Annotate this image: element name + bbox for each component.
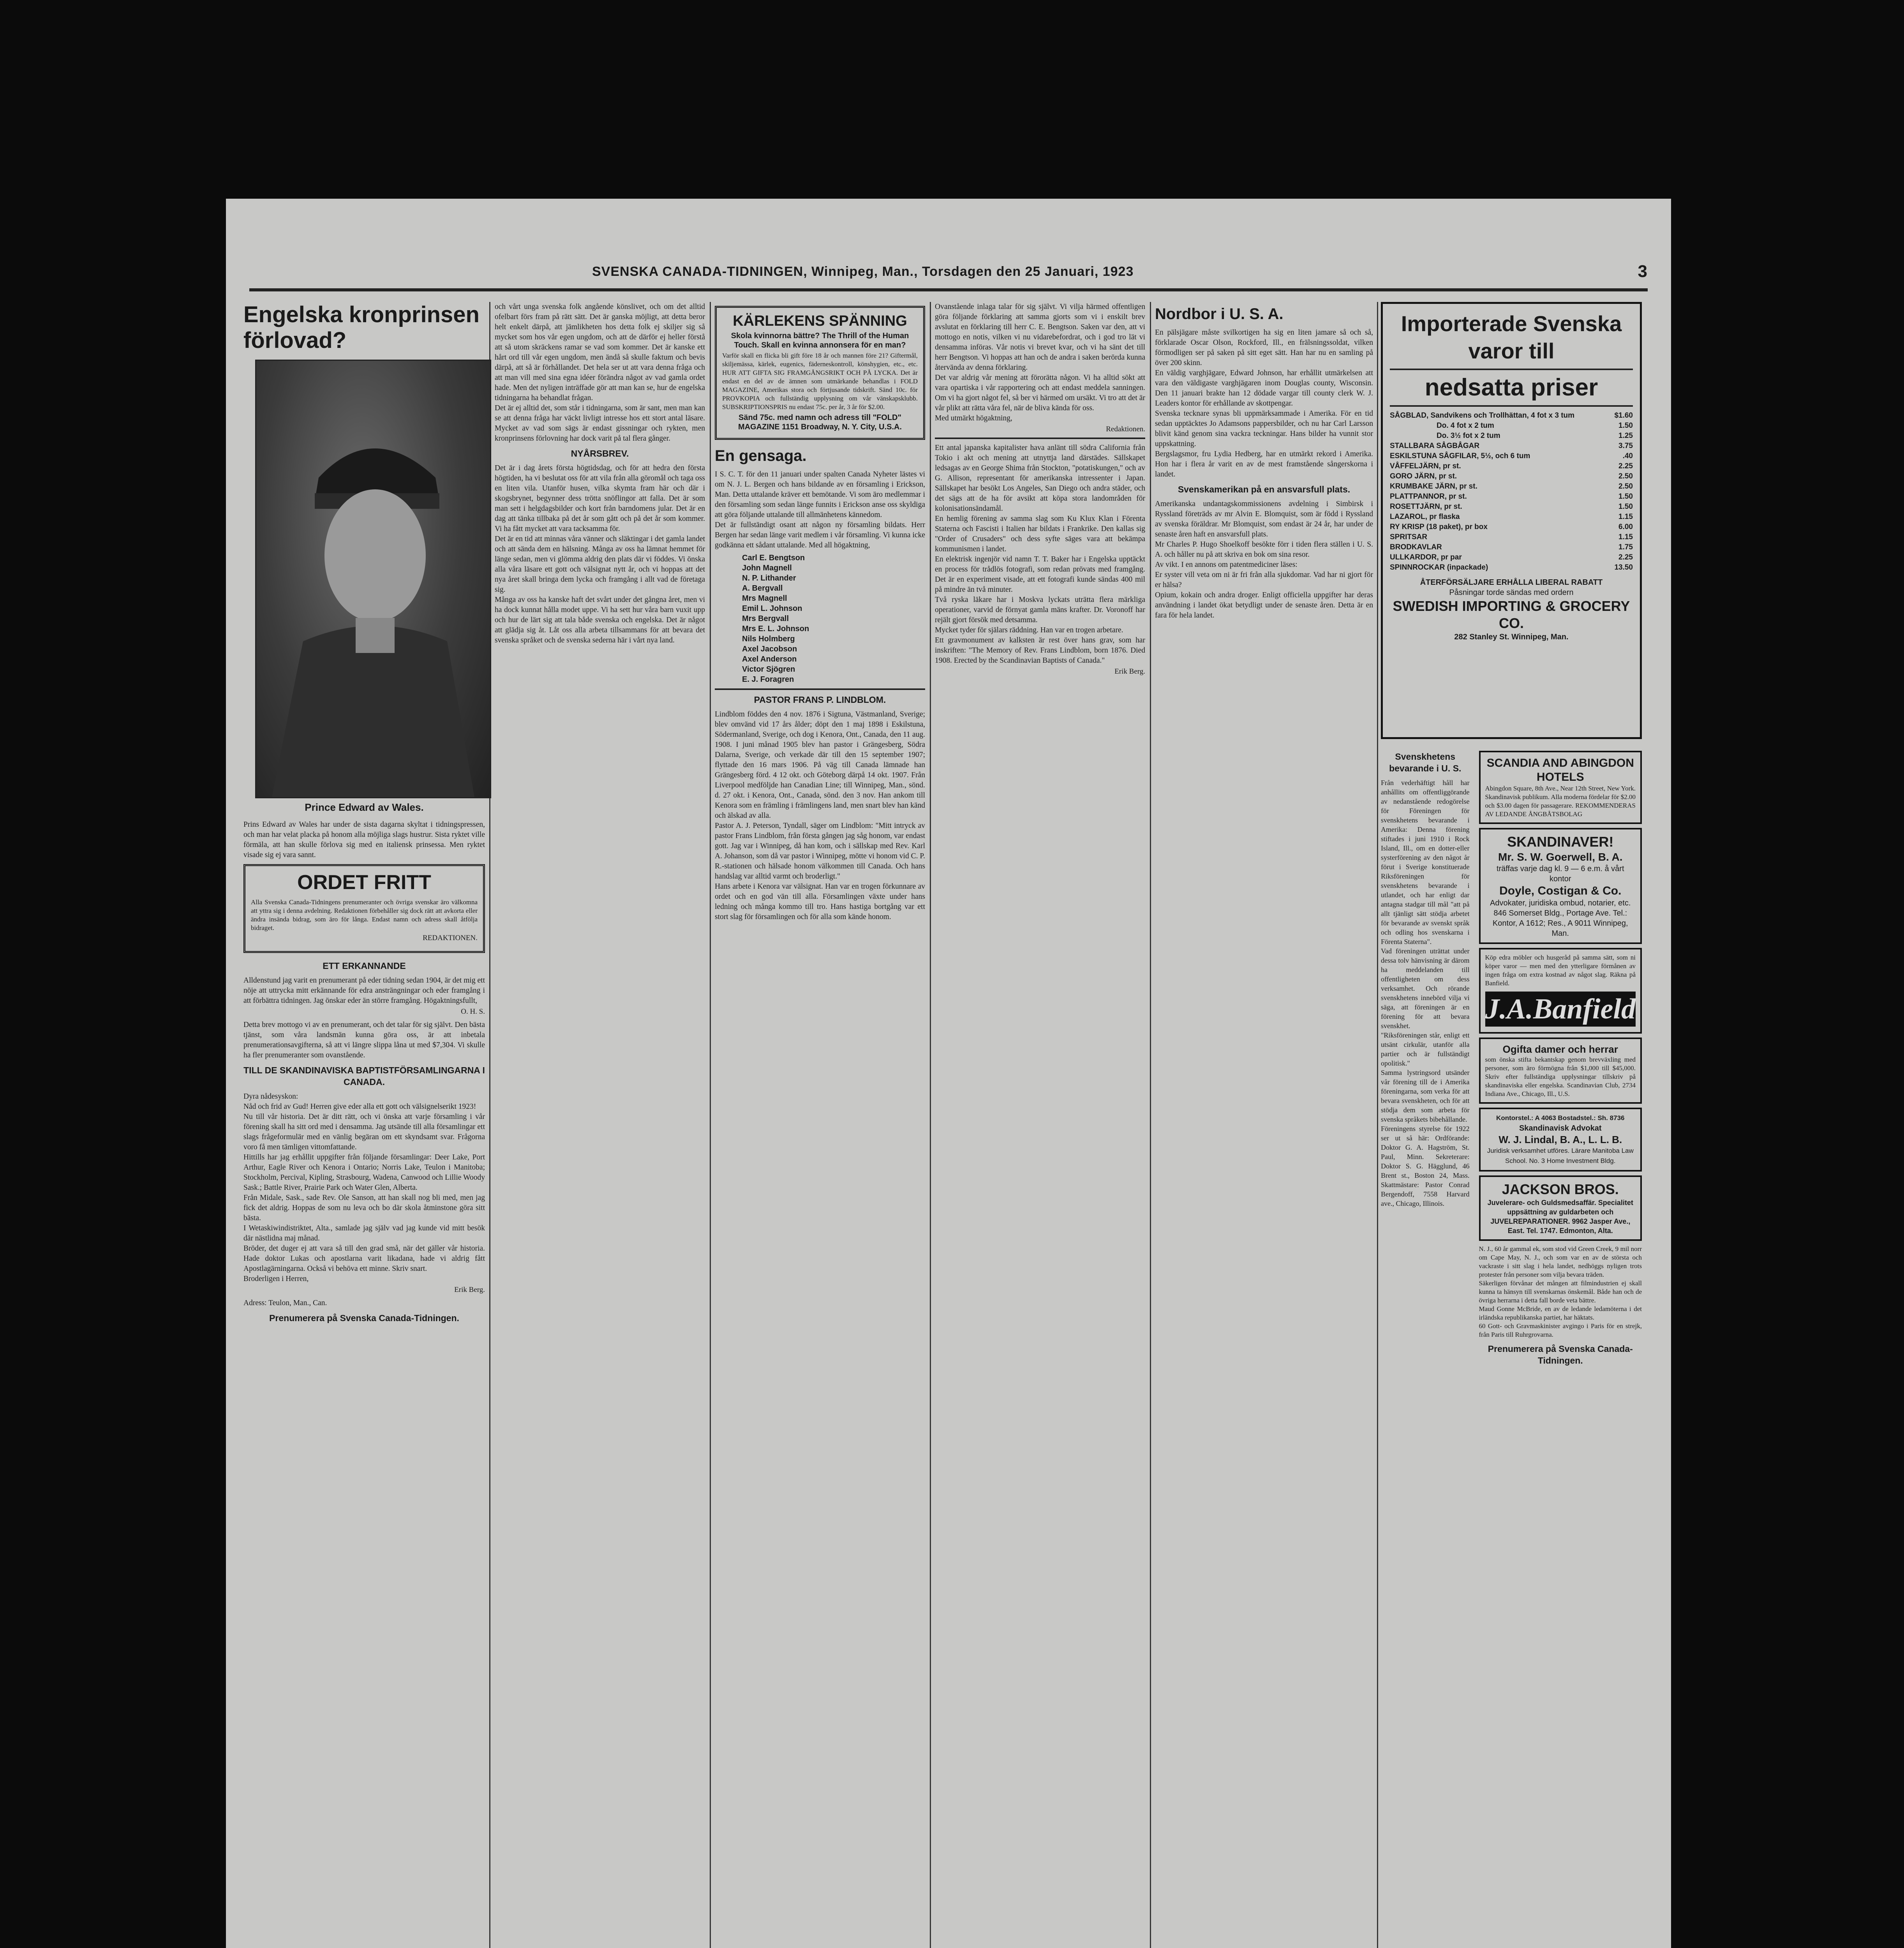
signatory: A. Bergvall	[742, 584, 783, 593]
signatory: Axel Anderson	[742, 655, 797, 663]
fold-ad-title: KÄRLEKENS SPÄNNING	[733, 313, 907, 329]
divider	[1390, 405, 1633, 407]
scandinavian-club-ad	[1479, 1038, 1642, 1104]
pastor-lindblom-text: Lindblom föddes den 4 nov. 1876 i Sigtuna, Västmanland, Sverige; blev omvänd vid 17 års ålder; döpt den 1 maj 1898 i Eskilstuna, Södermanland, Sverige, och dog i Kenora, Ont., Canada, den 11 aug. 1908. I juni månad 1905 blev han pastor i Grängesberg, Södra Dalarna, Sverige, och verkade där till den 15 september 1907; flyttade den 16 mars 1906. På väg till Canada lämnade han Grängesberg förd. 4 12 okt. och Göteborg därpå 14 okt. 1907. Från Liverpool medföljde han Canadian Line; till Winnipeg, Man., sönd. d. 27 okt. i Kenora, Ont., Canada, sönd. den 3 nov. Han ankom till Kenora som en främling i främlingens land, men snart blev han känd och älskad av alla. Pastor A. J. Peterson, Tyndall, säger om Lindblom: "Mitt intryck av pastor Frans Lindblom, från första gången jag såg honom, var endast gott. Jag var i Winnipeg, då han kom, och i sällskap med Rev. Karl A. Johanson, som då var pastor i Winnipeg, mötte vi honom vid C. P. R.-stationen och hälsade honom välkommen till Canada. Och hans handslag var alltid varmt och broderligt." Hans arbete i Kenora var välsignat. Han var en trogen förkunnare av ordet och en god vän till alla. Församlingen växte under hans ledning och många kommo till tro. Hans hastiga bortgång var ett stort slag för församlingen och för alla som kände honom.	[715, 710, 925, 921]
signatory: Mrs Magnell	[742, 594, 787, 603]
price-row: Do. 4 fot x 2 tum 1.50	[1437, 422, 1633, 430]
signatory: Emil L. Johnson	[742, 604, 802, 613]
column-4	[935, 302, 1145, 1948]
signatory: Victor Sjögren	[742, 665, 795, 674]
price-company: SWEDISH IMPORTING & GROCERY CO.	[1393, 598, 1630, 631]
column-3	[715, 302, 925, 1948]
lindal-text: Juridisk verksamhet utföres. Lärare Manitoba Law School. No. 3 Home Investment Bldg.	[1487, 1147, 1634, 1165]
ogifta-text: som önska stifta bekantskap genom brevväxling med personer, som äro förmögna från $1,000 till $45,000. Skriv efter fullständiga upplysningar tillskriv på skandinaviska eller engelska. Scandinavian Club, 2734 Indiana Ave., Chicago, Ill., U.S.	[1485, 1056, 1638, 1098]
scandia-hotels-ad	[1479, 751, 1642, 824]
price-row: GORO JÄRN, pr st. 2.50	[1390, 472, 1633, 480]
signatory: John Magnell	[742, 564, 792, 572]
price-row: LAZAROL, pr flaska 1.15	[1390, 513, 1633, 521]
column-5	[1155, 302, 1373, 1948]
column-rule	[710, 302, 711, 1948]
price-row: KRUMBAKE JÄRN, pr st. 2.50	[1390, 482, 1633, 491]
svenskamerikan-title: Svenskamerikan på en ansvarsfull plats.	[1178, 484, 1350, 494]
divider	[1390, 369, 1633, 370]
price-note-2: Påsningar torde sändas med ordern	[1449, 588, 1574, 597]
lindal-phone: Kontorstel.: A 4063 Bostadstel.: Sh. 8736	[1496, 1114, 1625, 1122]
masthead	[249, 257, 1648, 291]
nyarsbrev-text: Det är i dag årets första högtidsdag, och för att hedra den första högtiden, ha vi beslutat oss för att vila från alla göromål och taga oss en liten vila. Utanför husen, vilka skymta fram här och där i skogsbrynet, begynner dess trötta snöflingor att falla. Det är som man sett i helgdagsbilder och kort från barndomens jular. Det är en dag att tänka tillbaka på det år som gått och på det år som kommer. Vi ha fått mycket att vara tacksamma för. Det är en tid att minnas våra vänner och släktingar i det gamla landet och att sända dem en hälsning. Många av oss ha lämnat hemmet för länge sedan, men vi glömma aldrig den plats där vi föddes. Vi önska alla våra läsare ett gott och välsignat nytt år, och vi hoppas att det nya året skall bringa dem lycka och framgång i allt vad de företaga sig. Många av oss ha kanske haft det svårt under det gångna året, men vi ha dock kunnat hålla modet uppe. Vi ha sett hur våra barn vuxit upp och hur de lärt sig att tala både svenska och engelska. Det är något att glädja sig åt. Låt oss alla arbeta tillsammans för att bevara det svenska språket och de svenska sederna här i vårt nya land.	[495, 464, 705, 644]
price-row: SÅGBLAD, Sandvikens och Trollhättan, 4 fot x 3 tum $1.60	[1390, 411, 1633, 420]
ett-erkannande-text: Alldenstund jag varit en prenumerant på eder tidning sedan 1904, är det mig ett nöje att uttrycka mitt erkännande för edra ansträngningar och eder framgång i att förbättra tidningen. Jag önskar eder än större framgång. Högaktningsfullt,	[243, 976, 487, 1005]
jackson-text: Juvelerare- och Guldsmedsaffär. Specialitet uppsättning av guldarbeten och JUVELREPARATIONER. 9962 Jasper Ave., East. Tel. 1747. Edmonton, Alta.	[1487, 1199, 1633, 1235]
price-row: STALLBARA SÅGBÅGAR 3.75	[1390, 442, 1633, 450]
page-number: 3	[1638, 262, 1648, 281]
column-rule	[1377, 302, 1378, 1948]
fold-magazine-ad	[715, 306, 925, 440]
banfield-ad	[1479, 948, 1642, 1034]
price-row: RY KRISP (18 paket), pr box 6.00	[1390, 523, 1633, 531]
ett-erkannande-signature: O. H. S.	[461, 1008, 485, 1016]
prenumerera-notice: Prenumerera på Svenska Canada-Tidningen.	[269, 1313, 459, 1323]
prenumerera-notice-2: Prenumerera på Svenska Canada-Tidningen.	[1488, 1344, 1633, 1366]
price-row: ULLKARDOR, pr par 2.25	[1390, 553, 1633, 561]
lindal-ad	[1479, 1108, 1642, 1172]
divider	[715, 688, 925, 690]
ordet-fritt-box	[243, 864, 485, 953]
column-2	[495, 302, 705, 1948]
photo-caption: Prince Edward av Wales.	[305, 801, 424, 813]
svenskhetens-text: Från vederhäftigt håll har anhållits om offentliggörande av nedanstående redogörelse för Föreningen för svenskhetens bevarande i Amerika: Denna förening stiftades i juni 1910 i Rock Island, Ill., om en dotter-eller systerförening av den något år förut i Sverige konstituerade Riksföreningen för svenskhetens bevarande i utlandet, och har enligt dar antagna stadgar till mål "att på allt tjänligt sätt stödja arbetet för bevarande av svenskt språk och odling hos svenskarna i Förenta Staterna". Vad föreningen uträttat under dessa tolv hänvisning är därom ha meddelanden till offentligheten om dess verksamhet. Och rörande svenskhetens innebörd vilja vi säga, att föreningen är en förening för att bevara svenskhet. "Riksföreningen står, enligt ett utsänt cirkulär, utanför alla partier och är fullständigt opolitisk." Samma lystringsord utsänder vår förening till de i Amerika föreningarna, som verka för att bevara svenskheten, och för att stödja dem som arbeta för svenska språkets bibehållande. Föreningens styrelse för 1922 ser ut så här: Ordförande: Doktor G. A. Hagström, St. Paul, Minn. Sekreterare: Doktor S. G. Hägglund, 46 Brent st., Boston 24, Mass. Skattmästare: Pastor Conrad Bergendoff, 7558 Harvard ave., Chicago, Illinois.	[1381, 779, 1470, 1207]
lead-text: Prins Edward av Wales har under de sista dagarna skyltat i tidningspressen, och man har velat placka på honom alla möjliga slags hustrur. Sista ryktet ville förmäla, att han skulle förlova sig med en italiensk prinsessa. Men ryktet visade sig ej vara sannt.	[243, 820, 487, 859]
nordbor-title: Nordbor i U. S. A.	[1155, 305, 1283, 323]
lower-column-6	[1381, 747, 1642, 1370]
signatory: Mrs Bergvall	[742, 614, 789, 623]
price-list-ad	[1381, 302, 1642, 739]
fold-ad-text: Varför skall en flicka bli gift före 18 år och mannen före 21? Giftermål, skiljemässa, kärlek, eugenics, fäderneskontroll, könshygien, etc., etc. HUR ATT GIFTA SIG FRAMGÅNGSRIKT OCH PÅ LYCKA. Det är endast en del av de ämnen som utmärkande behandlas i FOLD MAGAZINE, Amerikas stora och förtjusande tidskrift. Sänd 10c. för PROVKOPIA och fullständig upplysning om vår vänskapsklubb. SUBSKRIPTIONSPRIS nu endast 75c. per år, 3 år för $2.00.	[722, 352, 920, 411]
price-row: ESKILSTUNA SÅGFILAR, 5½, och 6 tum .40	[1390, 452, 1633, 460]
price-row: VÅFFELJÄRN, pr st. 2.25	[1390, 462, 1633, 470]
signatory: E. J. Foragren	[742, 675, 794, 684]
ogifta-title: Ogifta damer och herrar	[1502, 1043, 1618, 1055]
lindal-name: W. J. Lindal, B. A., L. L. B.	[1499, 1134, 1622, 1145]
nyarsbrev-title: NYÅRSBREV.	[571, 448, 629, 459]
prince-edward-photo	[255, 360, 491, 798]
ordet-fritt-text: Alla Svenska Canada-Tidningens prenumeranter och övriga svenskar äro välkomna att yttra sig i denna avdelning. Redaktionen förbehåller sig dock rätt att avkorta eller ändra insända bidrag, som äro för långa. Endast namn och adress skall åtfölja bidraget.	[251, 898, 480, 932]
divider	[935, 438, 1145, 439]
newspaper-page	[226, 199, 1671, 1948]
svenskhetens-article	[1381, 747, 1470, 1370]
ett-erkannande-title: ETT ERKANNANDE	[323, 961, 406, 971]
ett-erkannande-text-2: Detta brev mottogo vi av en prenumerant, och det talar för sig självt. Den bästa tjänst, som våra landsmän kunna göra oss, är att inbetala prenumerationsavgifterna, så att vi längre slippa låna ut med $7,304. Vi skulle ha fler prenumeranter som ovanstående.	[243, 1021, 487, 1059]
svenskamerikan-text: Amerikanska undantagskommissionens avdelning i Simbirsk i Ryssland företräds av mr Alvin E. Blomquist, som är född i Ryssland av svenska föräldrar. Mr Blomquist, som endast är 24 år, har under de senaste åren haft en ansvarsfull plats. Mr Charles P. Hugo Shoelkoff besökte förr i tiden flera ställen i U. S. A. och håller nu på att skriva en bok om sina resor. Av vikt. I en annons om patentmediciner läses: Er syster vill veta om ni är fri från alla sjukdomar. Vad har ni gjort för er hälsa? Opium, kokain och andra droger. Enligt officiella uppgifter har deras användning i landet ökat betydligt under de senaste åren. Detta är en fara för hela landet.	[1155, 500, 1373, 619]
banfield-text: Köp edra möbler och husgeråd på samma sätt, som ni köper varor — men med den ytterligare förmånen av ingen fråga om extra kostnad av något slag. Räkna på Banfield.	[1485, 954, 1638, 987]
misc-news: N. J., 60 år gammal ek, som stod vid Green Creek, 9 mil norr om Cape May, N. J., och som var en av de största och vackraste i sitt slag i hela landet, nedhöggs nyligen trots protester från personer som vilja bevara träden. Säkerligen förvånar det mången att filmindustrien ej skall kunna ta hänsyn till svenskarnas önskemål. Både han och de övriga herrarna i detta fall borde veta bättre. Maud Gonne McBride, en av de ledande ledamöterna i det irländska republikanska partiet, har häktats. 60 Gott- och Gravmaskinister avgingo i Paris för en strejk, från Paris till Ruhrgrovarna.	[1479, 1245, 1642, 1338]
price-row: Do. 3½ fot x 2 tum 1.25	[1437, 432, 1633, 440]
price-row: BRODKAVLAR 1.75	[1390, 543, 1633, 551]
baptist-letter-title: TILL DE SKANDINAVISKA BAPTISTFÖRSAMLINGARNA I CANADA.	[243, 1065, 485, 1087]
baptist-letter-address: Adress: Teulon, Man., Can.	[243, 1299, 327, 1307]
price-row: SPRITSAR 1.15	[1390, 533, 1633, 541]
signatory-list	[742, 553, 925, 685]
scandia-title: SCANDIA AND ABINGDON HOTELS	[1486, 757, 1634, 783]
signatory: N. P. Lithander	[742, 574, 796, 582]
masthead-title: SVENSKA CANADA-TIDNINGEN, Winnipeg, Man., Torsdagen den 25 Januari, 1923	[592, 264, 1134, 279]
jackson-title: JACKSON BROS.	[1502, 1181, 1619, 1197]
goerwell-ad	[1479, 828, 1642, 944]
headline-engelska: Engelska kronprinsen förlovad?	[243, 302, 480, 353]
lindal-subtitle: Skandinavisk Advokat	[1519, 1124, 1602, 1133]
price-address: 282 Stanley St. Winnipeg, Man.	[1454, 633, 1569, 641]
signatory: Carl E. Bengtson	[742, 554, 805, 562]
gensaga-title: En gensaga.	[715, 447, 807, 464]
svenskhetens-title: Svenskhetens bevarande i U. S.	[1389, 752, 1461, 773]
banfield-logo: J.A.Banfield	[1485, 992, 1636, 1027]
baptist-letter-signature: Erik Berg.	[454, 1286, 485, 1294]
goerwell-text: träffas varje dag kl. 9 — 6 e.m. å vårt kontor	[1496, 865, 1624, 883]
doyle-title: Doyle, Costigan & Co.	[1499, 884, 1622, 897]
goerwell-name: Mr. S. W. Goerwell, B. A.	[1498, 851, 1623, 863]
skandinaver-title: SKANDINAVER!	[1507, 834, 1614, 850]
jackson-bros-ad	[1479, 1175, 1642, 1241]
signatory: Axel Jacobson	[742, 645, 797, 653]
ordet-fritt-title: ORDET FRITT	[297, 871, 431, 894]
scandia-text: Abingdon Square, 8th Ave., Near 12th Street, New York. Skandinavisk publikum. Alla moderna fördelar för $2.00 och $3.00 dagen för passagerare. REKOMMENDERAS AV LEDANDE ÅNGBÅTSBOLAG	[1485, 785, 1638, 818]
price-ad-title: Importerade Svenska varor till	[1401, 311, 1622, 363]
erik-berg-signature: Erik Berg.	[1114, 667, 1145, 676]
portrait-illustration	[256, 361, 490, 797]
doyle-text: Advokater, juridiska ombud, notarier, etc. 846 Somerset Bldg., Portage Ave. Tel.: Kontor, A 1612; Res., A 9011 Winnipeg, Man.	[1490, 899, 1631, 938]
redaktionen-signature: Redaktionen.	[1106, 425, 1145, 433]
price-row: SPINNROCKAR (inpackade) 13.50	[1390, 563, 1633, 572]
article-continuation: och vårt unga svenska folk angående könslivet, och om det alltid ofelbart förs fram på rätt sätt. Det är ganska möjligt, att detta beror helt enkelt därpå, att jämlikheten hos detta folk ej skiljer sig så mycket som hos vår egen ungdom, och att de därför ej heller förstå att så utom skräckens ramar se vad som kommer. Det är kanske ett hårt ord till vår egen ungdom, men ändå så skulle faktum och bevis därpå, att så är förhållandet. Det hela ser ut att vara denna fråga och att man vill med sina egna idéer förändra något av vad gamla ordet hade. Men det nyligen inträffade gör att man kan se, hur de engelska tidningarna ha behandlat frågan. Det är ej alltid det, som står i tidningarna, som är sant, men man kan se att denna fråga har väckt livligt intresse hos ett stort antal läsare. Mycket av vad som sägs är endast gissningar och rykten, men kronprinsens förlovning har dock varit på tal flera gånger.	[495, 303, 705, 443]
pastor-lindblom-title: PASTOR FRANS P. LINDBLOM.	[754, 695, 886, 705]
column-4-text: Ovanstående inlaga talar för sig självt. Vi vilja härmed offentligen göra följande förklaring att samma gjorts som vi i enskilt brev avslutat en förklaring till herr C. E. Bengtson. Saken var den, att vi mottogo en notis, vilken vi nu vidarebefordrat, och i god tro lät vi densamma införas. Vår notis vi brevet kvar, och vi ha sänt det till herr Bengtson. Vi hoppas att han och de andra i saken berörda kunna återvända av denna förklaring. Det var aldrig vår mening att förorätta någon. Vi ha alltid sökt att vara opartiska i vår rapportering och att endast meddela sanningen. Om vi ha gjort något fel, så ber vi härmed om ursäkt. Vi tro att det är vår plikt att rätta våra fel, när de bliva kända för oss. Med utmärkt högaktning,	[935, 303, 1145, 422]
signatory: Mrs E. L. Johnson	[742, 625, 809, 633]
column-rule	[930, 302, 931, 1948]
nordbor-text: En pälsjägare måste svilkortigen ha sig en liten jamare så och så, förklarade Oscar Olson, Rockford, Ill., en frälsningssoldat, vilken förmodligen ser på saken på sitt eget sätt. Han har nu en samling på över 200 skinn. En väldig varghjägare, Edward Johnson, har erhållit utmärkelsen att vara den väldigaste varghjägaren inom Douglas county, Wisconsin. Den 11 januari brakte han 12 dödade vargar till county clerk W. J. Leaders kontor för erhållande av skottpengar. Svenska tecknare synas bli uppmärksammade i Amerika. För en tid sedan upptäcktes Jo Adamsons pappersbilder, och nu har Carl Larsson blivit känd genom sina vackra teckningar. Hans bilder ha vunnit stor uppskattning. Bergslagsmor, fru Lydia Hedberg, har en utmärkt rekord i Amerika. Hon har i flera år varit en av de mest framstående sångerskorna i landet.	[1155, 328, 1373, 478]
column-6	[1381, 302, 1642, 1948]
price-row: PLATTPANNOR, pr st. 1.50	[1390, 492, 1633, 501]
column-rule	[1150, 302, 1151, 1948]
fold-ad-address: Sänd 75c. med namn och adress till "FOLD" MAGAZINE 1151 Broadway, N. Y. City, U.S.A.	[738, 413, 902, 431]
advertisements	[1479, 747, 1642, 1370]
price-note: ÅTERFÖRSÄLJARE ERHÅLLA LIBERAL RABATT	[1420, 578, 1603, 587]
ordet-fritt-signature: REDAKTIONEN.	[423, 934, 478, 942]
price-ad-subtitle: nedsatta priser	[1424, 374, 1598, 401]
column-1	[243, 302, 485, 1948]
baptist-letter-text: Dyra nådesyskon: Nåd och frid av Gud! Herren give eder alla ett gott och välsignelserikt 1923! Nu till vår historia. Det är ditt rätt, och vi önska att varje församling i vår förening skall ha sitt ord med i densamma. Jag utsände till alla församlingar ett slags frågeformulär med en vänlig begäran om ett skyndsamt svar. Frågorna voro få men tämligen vittomfattande. Hittills har jag erhållit uppgifter från följande församlingar: Deer Lake, Port Arthur, Eagle River och Kenora i Ontario; Norris Lake, Teulon i Manitoba; Stockholm, Percival, Kipling, Strasbourg, Wadena, Canwood och Lillie Woody Sask.; Battle River, Prairie Park och Water Glen, Alberta. Från Midale, Sask., sade Rev. Ole Sanson, att han skall nog bli med, men jag fick det aldrig. Hoppas de som nu leva och bo där skola åtminstone göra sitt bästa. I Wetaskiwindistriktet, Alta., samlade jag själv vad jag kunde vid mitt besök där nästlidna maj månad. Bröder, det duger ej att vara så till den grad små, när det gäller vår historia. Hade doktor Lukas och apostlarna varit likadana, hade vi aldrig fått Apostlagärningarna. Också vi behöva ett minne. Skriv snart. Broderligen i Herren,	[243, 1092, 485, 1283]
price-row: ROSETTJÄRN, pr st. 1.50	[1390, 503, 1633, 511]
column-4-news: Ett antal japanska kapitalister hava anlänt till södra California från Tokio i akt och mening att utnyttja land därstädes. Sällskapet ledsagas av en George Shima från Stockton, "potatiskungen," och av G. Allison, representant för amerikanska intressenter i Japan. Sällskapet har besökt Los Angeles, San Diego och andra städer, och det sägs att de ha för avsikt att köpa stora landområden för kolonisationsändamål. En hemlig förening av samma slag som Ku Klux Klan i Förenta Staterna och Fascisti i Italien har bildats i Frankrike. Den kallas sig "Order of Crusaders" och dess syfte säges vara att bekämpa kommunismen i landet. En elektrisk ingenjör vid namn T. T. Baker har i Engelska upptäckt en process för trådlös fotografi, som redan prövats med framgång. Det är en experiment visade, att ett fotografi kunde sändas 400 mil på mindre än två minuter. Två ryska läkare har i Moskva lyckats uträtta flera märkliga operationer, varvid de förnyat gamla mäns krafter. Dr. Voronoff har rejält gjort försök med detsamma. Mycket tyder för själars räddning. Han var en trogen arbetare. Ett gravmonument av kalksten är rest över hans grav, som har inskriften: "The Memory of Rev. Frans Lindblom, born 1876. Died 1908. Erected by the Scandinavian Baptists of Canada."	[935, 444, 1145, 665]
fold-ad-subtitle: Skola kvinnorna bättre? The Thrill of the Human Touch. Skall en kvinna annonsera för en man?	[731, 332, 909, 349]
signatory: Nils Holmberg	[742, 635, 795, 643]
gensaga-text: I S. C. T. för den 11 januari under spalten Canada Nyheter lästes vi om N. J. L. Bergen och hans bildande av en församling i Erickson, Man. Detta uttalande kräver ett bemötande. Vi som äro medlemmar i den församling som sedan länge funnits i Erickson anse oss skyldiga att göra följande uttalande till allmänhetens kännedom. Det är fullständigt osant att någon ny församling bildats. Herr Bergen har sedan länge varit medlem i vår församling. Vi kunna icke godkänna ett sådant uttalande. Med all högaktning,	[715, 470, 925, 549]
